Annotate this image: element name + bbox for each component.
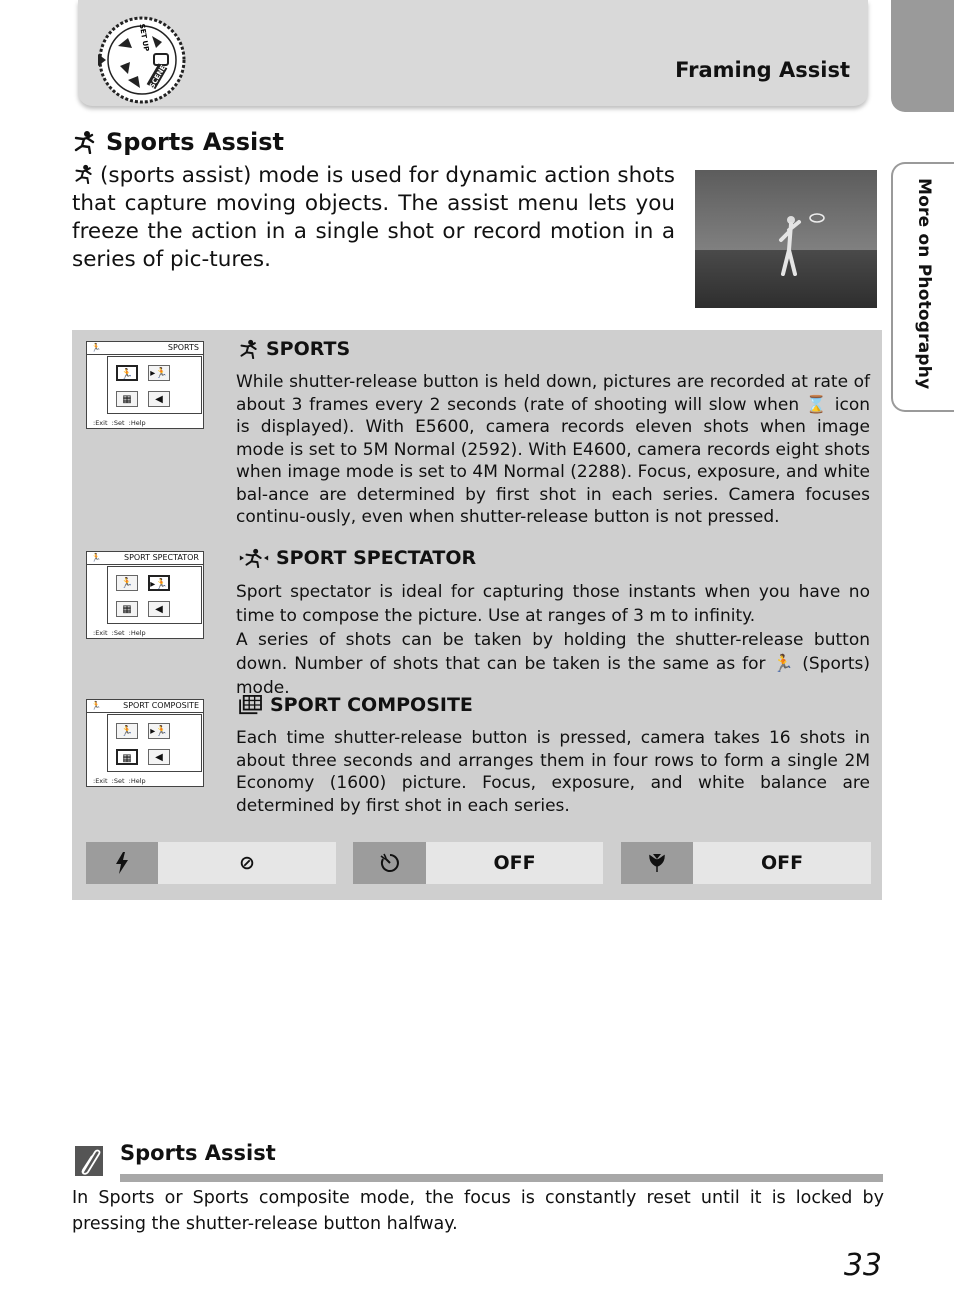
entry-title-text: SPORTS xyxy=(266,338,351,360)
flash-setting-label xyxy=(86,842,158,884)
sports-photo xyxy=(695,170,877,308)
spectator-option-icon[interactable]: ▸🏃 xyxy=(148,575,170,591)
help-hint: :Help xyxy=(128,777,146,785)
flash-setting-value xyxy=(158,842,336,884)
entry-title-sport-composite xyxy=(238,694,473,716)
section-title-text: Sports Assist xyxy=(106,128,285,156)
sports-icon xyxy=(72,130,98,154)
sports-option-icon[interactable]: 🏃 xyxy=(116,365,138,381)
sport-spectator-icon xyxy=(238,548,270,568)
lcd-screen-sport-spectator: 🏃 SPORT SPECTATOR 🏃 ▸🏃 ▦ ◀ :Exit :Set :Help xyxy=(86,551,204,639)
spectator-option-icon[interactable]: ▸🏃 xyxy=(148,365,170,381)
nav-option-icon[interactable]: ◀ xyxy=(148,601,170,617)
flash-off-icon: ⊘ xyxy=(239,852,255,874)
entry-title-sports xyxy=(238,338,350,360)
lcd-screen-sport-composite: 🏃 SPORT COMPOSITE 🏃 ▸🏃 ▦ ◀ :Exit :Set :Help xyxy=(86,699,204,787)
entry-body-sports xyxy=(236,371,870,529)
intro-text: (sports assist) mode is used for dynamic action shots that capture moving objects. The assist menu lets you freeze the action in a single shot or record motion in a series of pic-tures. xyxy=(72,163,675,272)
self-timer-icon xyxy=(379,852,401,874)
composite-option-icon[interactable]: ▦ xyxy=(116,601,138,617)
flash-icon xyxy=(115,852,129,874)
screen-title: SPORT COMPOSITE xyxy=(123,701,199,710)
note-icon xyxy=(75,1146,103,1176)
set-hint: :Set xyxy=(111,777,125,785)
side-tab xyxy=(891,162,954,412)
exit-hint: :Exit xyxy=(93,629,108,637)
note-body: In Sports or Sports composite mode, the focus is constantly reset until it is locked by pressing the shutter-release button halfway. xyxy=(72,1188,884,1234)
header-title: Framing Assist xyxy=(675,58,850,82)
macro-value: OFF xyxy=(760,852,804,874)
header-bar xyxy=(78,0,868,106)
self-timer-value: OFF xyxy=(493,852,536,874)
mode-dial-icon xyxy=(98,16,186,104)
screen-title: SPORTS xyxy=(167,343,199,352)
nav-option-icon[interactable]: ◀ xyxy=(148,391,170,407)
set-hint: :Set xyxy=(111,419,125,427)
side-tab-label: More on Photography xyxy=(914,178,934,390)
note-title: Sports Assist xyxy=(120,1141,276,1165)
exit-hint: :Exit xyxy=(93,777,108,785)
sport-composite-icon xyxy=(238,695,264,715)
macro-setting-value xyxy=(693,842,871,884)
self-timer-setting-label xyxy=(353,842,426,884)
entry-body-sport-spectator xyxy=(236,580,870,700)
intro-paragraph xyxy=(72,162,675,274)
composite-option-icon[interactable]: ▦ xyxy=(116,391,138,407)
entry-title-text: SPORT COMPOSITE xyxy=(270,694,473,716)
exit-hint: :Exit xyxy=(93,419,108,427)
entry-body-text: Each time shutter-release button is pressed, camera takes 16 shots in about three seconds and arranges them in four rows to form a single 2M Economy (1600) picture. Focus, exposure, and white balance are determined by first shot in each series. xyxy=(236,728,870,816)
set-hint: :Set xyxy=(111,629,125,637)
nav-option-icon[interactable]: ◀ xyxy=(148,749,170,765)
entry-body-text-2: A series of shots can be taken by holding the shutter-release button down. Number of shots that can be taken is the same as for 🏃 (Sports) mode. xyxy=(236,630,870,698)
help-hint: :Help xyxy=(128,629,146,637)
macro-icon xyxy=(647,852,667,874)
dial-setup-label: SET UP xyxy=(137,23,151,53)
sports-option-icon[interactable]: 🏃 xyxy=(116,723,138,739)
macro-setting-label xyxy=(621,842,693,884)
screen-title: SPORT SPECTATOR xyxy=(123,553,199,562)
entry-body-text: Sport spectator is ideal for capturing those instants when you have no time to compose the picture. Use at ranges of 3 m to infinity. xyxy=(236,582,870,626)
self-timer-setting-value xyxy=(426,842,603,884)
entry-body-sport-composite xyxy=(236,727,870,817)
lcd-screen-sports: 🏃 SPORTS 🏃 ▸🏃 ▦ ◀ :Exit :Set :Help xyxy=(86,341,204,429)
composite-option-icon[interactable]: ▦ xyxy=(116,749,138,765)
entry-title-text: SPORT SPECTATOR xyxy=(276,547,477,569)
tab-top xyxy=(891,0,954,112)
sports-option-icon[interactable]: 🏃 xyxy=(116,575,138,591)
note-divider xyxy=(120,1174,883,1182)
spectator-option-icon[interactable]: ▸🏃 xyxy=(148,723,170,739)
sports-icon xyxy=(72,164,96,184)
entry-title-sport-spectator xyxy=(238,547,476,569)
sports-icon xyxy=(238,339,260,359)
page-number: 33 xyxy=(843,1248,882,1283)
section-title xyxy=(72,128,284,156)
help-hint: :Help xyxy=(128,419,146,427)
entry-body-text: While shutter-release button is held down, pictures are recorded at rate of about 3 frames every 2 seconds (rate of shooting will slow when ⌛ icon is displayed). With E5600, camera records eleven shots when image mode is set to 5M Normal (2592). With E4600, camera records eight shots when image mode is set to 4M Normal (2288). Focus, exposure, and white bal-ance are determined by first shot in each series. Camera focuses continu-ously, even when shutter-release button is not pressed. xyxy=(236,372,870,527)
dial-scene-label: SCENE xyxy=(147,63,168,90)
